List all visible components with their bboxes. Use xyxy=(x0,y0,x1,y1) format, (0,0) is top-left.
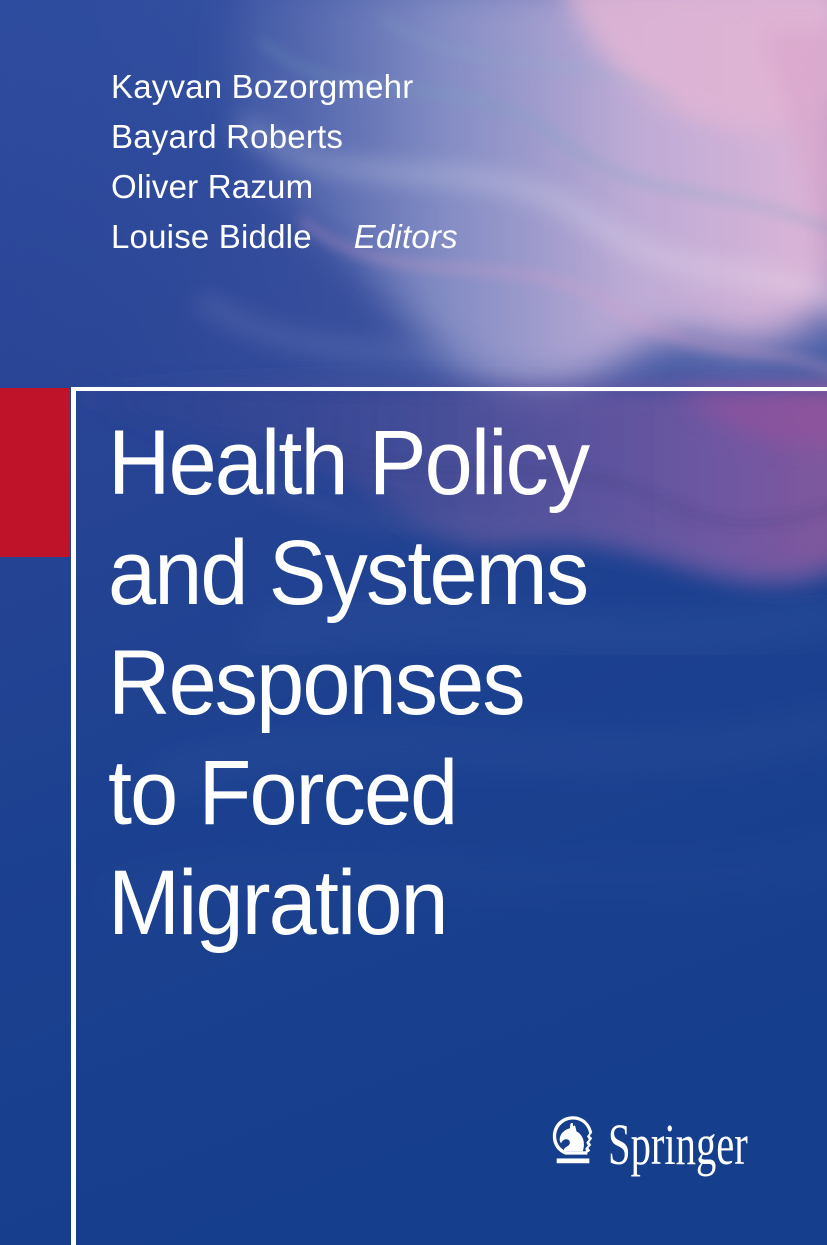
author-line xyxy=(111,212,458,262)
author-line xyxy=(111,62,458,112)
publisher-name: Springer xyxy=(608,1112,748,1177)
title-line: Health Policy xyxy=(108,412,589,514)
authors-block xyxy=(111,62,458,262)
vertical-divider-line xyxy=(71,387,76,1245)
author-name: Louise Biddle xyxy=(111,218,312,255)
author-line xyxy=(111,112,458,162)
title-line: and Systems xyxy=(108,522,588,624)
book-title xyxy=(108,408,588,958)
title-line: Responses xyxy=(108,632,524,734)
title-line: Migration xyxy=(108,852,447,954)
author-name: Kayvan Bozorgmehr xyxy=(111,68,414,105)
title-line: to Forced xyxy=(108,742,457,844)
author-name: Oliver Razum xyxy=(111,168,314,205)
horizontal-divider-line xyxy=(76,387,827,391)
red-accent-rectangle xyxy=(0,388,70,557)
springer-horse-icon xyxy=(549,1114,597,1176)
springer-logo xyxy=(549,1114,808,1176)
author-line xyxy=(111,162,458,212)
editors-label: Editors xyxy=(353,218,458,255)
author-name: Bayard Roberts xyxy=(111,118,344,155)
